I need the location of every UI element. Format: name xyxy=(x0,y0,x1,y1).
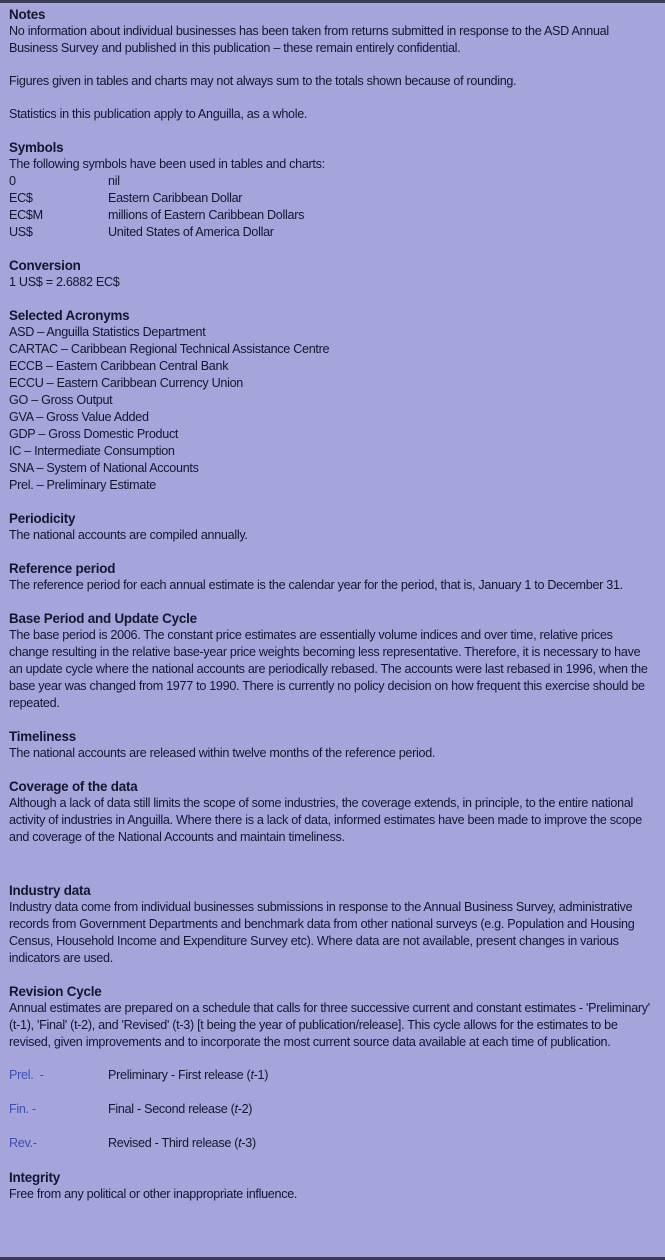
symbol-meaning: millions of Eastern Caribbean Dollars xyxy=(108,208,305,222)
acronym-item: GVA – Gross Value Added xyxy=(9,410,149,424)
conversion-rate: 1 US$ = 2.6882 EC$ xyxy=(9,275,120,289)
acronym-item: ECCU – Eastern Caribbean Currency Union xyxy=(9,376,243,390)
acronym-item: SNA – System of National Accounts xyxy=(9,461,199,475)
section-coverage xyxy=(9,778,653,846)
symbol-row xyxy=(9,207,653,224)
release-list xyxy=(9,1067,653,1152)
acronym-item: ECCB – Eastern Caribbean Central Bank xyxy=(9,359,229,373)
symbol-row xyxy=(9,190,653,207)
release-label: Rev.- xyxy=(9,1136,37,1150)
symbol-code: EC$ xyxy=(9,191,33,205)
symbol-meaning: Eastern Caribbean Dollar xyxy=(108,191,243,205)
industry-data-body: Industry data come from individual businesses submissions in response to the Annual Business Survey, administrative records from Government Departments and benchmark data from other national surveys (e.g. Population and Housing Census, Household Income and Expenditure Survey etc). Where data are not available, present changes in various indicators are used. xyxy=(9,900,635,965)
reference-period-body: The reference period for each annual estimate is the calendar year for the period, that is, January 1 to December 31. xyxy=(9,578,623,592)
release-description: Revised - Third release (t-3) xyxy=(108,1136,256,1150)
revision-cycle-heading: Revision Cycle xyxy=(9,984,102,999)
symbol-meaning: United States of America Dollar xyxy=(108,225,274,239)
reference-period-heading: Reference period xyxy=(9,561,116,576)
section-symbols xyxy=(9,139,653,241)
symbols-heading: Symbols xyxy=(9,140,64,155)
notes-paragraph-rounding: Figures given in tables and charts may not always sum to the totals shown because of rounding. xyxy=(9,74,517,88)
timeliness-heading: Timeliness xyxy=(9,729,76,744)
section-revision-cycle xyxy=(9,983,653,1152)
symbol-meaning: nil xyxy=(108,174,120,188)
release-description: Preliminary - First release (t-1) xyxy=(108,1068,269,1082)
periodicity-body: The national accounts are compiled annually. xyxy=(9,528,248,542)
notes-paragraph-confidentiality: No information about individual businesses has been taken from returns submitted in response to the ASD Annual Business Survey and published in this publication – these remain entirely confidential. xyxy=(9,24,609,55)
section-industry-data xyxy=(9,882,653,967)
coverage-body: Although a lack of data still limits the scope of some industries, the coverage extends, in principle, to the entire national activity of industries in Anguilla. Where there is a lack of data, informed estimates have been made to improve the scope and coverage of the National Accounts and maintain timeliness. xyxy=(9,796,642,844)
acronym-item: GO – Gross Output xyxy=(9,393,113,407)
release-description: Final - Second release (t-2) xyxy=(108,1102,253,1116)
acronym-item: GDP – Gross Domestic Product xyxy=(9,427,179,441)
revision-cycle-body: Annual estimates are prepared on a schedule that calls for three successive current and constant estimates - 'Preliminary' (t-1), 'Final' (t-2), and 'Revised' (t-3) [t being the year of publication/release]. This cycle allows for the estimates to be revised, given improvements and to incorporate the most current source data available at each time of publication. xyxy=(9,1001,650,1049)
section-integrity xyxy=(9,1169,653,1203)
acronym-item: IC – Intermediate Consumption xyxy=(9,444,175,458)
integrity-heading: Integrity xyxy=(9,1170,61,1185)
release-label: Fin. - xyxy=(9,1102,36,1116)
symbol-row xyxy=(9,173,653,190)
section-notes xyxy=(9,6,653,123)
acronym-item: ASD – Anguilla Statistics Department xyxy=(9,325,206,339)
release-row-preliminary xyxy=(9,1067,653,1084)
timeliness-body: The national accounts are released within twelve months of the reference period. xyxy=(9,746,436,760)
release-row-final xyxy=(9,1101,653,1118)
section-base-period xyxy=(9,610,653,712)
section-conversion xyxy=(9,257,653,291)
industry-data-heading: Industry data xyxy=(9,883,91,898)
section-periodicity xyxy=(9,510,653,544)
release-row-revised xyxy=(9,1135,653,1152)
coverage-heading: Coverage of the data xyxy=(9,779,138,794)
acronym-item: Prel. – Preliminary Estimate xyxy=(9,478,156,492)
section-timeliness xyxy=(9,728,653,762)
symbol-code: EC$M xyxy=(9,208,43,222)
acronyms-heading: Selected Acronyms xyxy=(9,308,130,323)
symbol-row xyxy=(9,224,653,241)
section-acronyms xyxy=(9,307,653,494)
periodicity-heading: Periodicity xyxy=(9,511,76,526)
notes-paragraph-scope: Statistics in this publication apply to Anguilla, as a whole. xyxy=(9,107,308,121)
section-reference-period xyxy=(9,560,653,594)
notes-heading: Notes xyxy=(9,7,46,22)
release-label: Prel. - xyxy=(9,1068,44,1082)
conversion-heading: Conversion xyxy=(9,258,81,273)
base-period-body: The base period is 2006. The constant price estimates are essentially volume indices and over time, relative prices change resulting in the relative base-year price weights becoming less representative. Therefore, it is necessary to have an update cycle where the national accounts are periodically rebased. The accounts were last rebased in 1996, when the base year was changed from 1977 to 1990. There is currently no policy decision on how frequent this exercise should be repeated. xyxy=(9,628,648,710)
top-edge-border xyxy=(0,0,665,3)
acronym-item: CARTAC – Caribbean Regional Technical Assistance Centre xyxy=(9,342,330,356)
base-period-heading: Base Period and Update Cycle xyxy=(9,611,197,626)
integrity-body: Free from any political or other inappropriate influence. xyxy=(9,1187,298,1201)
symbols-intro: The following symbols have been used in tables and charts: xyxy=(9,157,325,171)
symbol-code: US$ xyxy=(9,225,33,239)
symbol-code: 0 xyxy=(9,174,16,188)
